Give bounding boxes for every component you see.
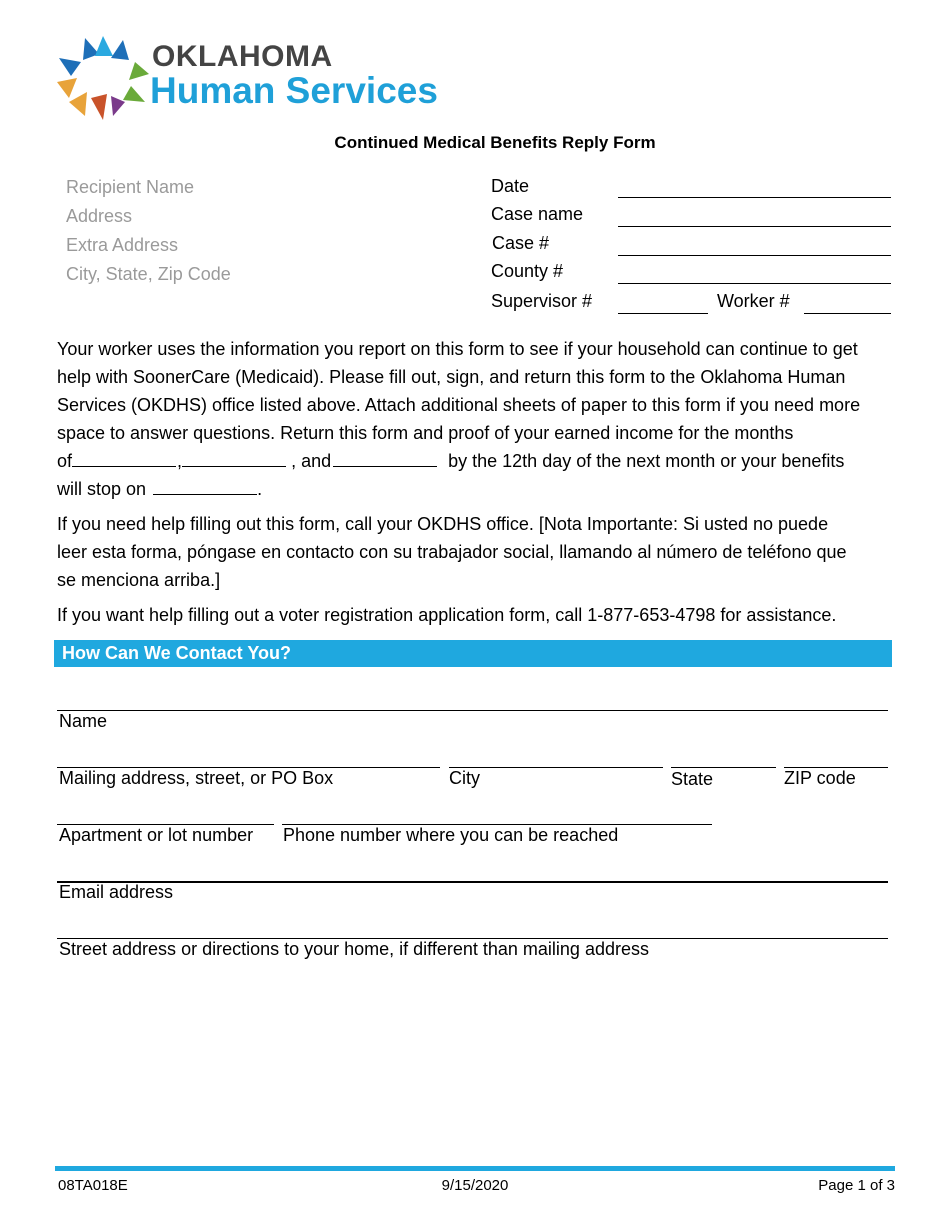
month-2-field[interactable] xyxy=(182,448,286,467)
date-field[interactable] xyxy=(618,197,891,198)
of-text: of xyxy=(57,451,73,471)
stop-date-line xyxy=(57,475,897,503)
help-line: If you need help filling out this form, call your OKDHS office. [Nota Importante: Si usted no puede xyxy=(57,514,829,534)
form-title: Continued Medical Benefits Reply Form xyxy=(334,133,656,152)
okdhs-logo-icon xyxy=(55,36,151,122)
logo-title-oklahoma: OKLAHOMA xyxy=(152,40,333,73)
instructions-months-line xyxy=(57,447,897,475)
name-field[interactable] xyxy=(57,710,888,711)
form-number: 08TA018E xyxy=(58,1177,128,1194)
supervisor-label: Supervisor # xyxy=(491,291,593,311)
stop-text: will stop on xyxy=(57,479,147,499)
section-title: How Can We Contact You? xyxy=(62,643,292,663)
email-field[interactable] xyxy=(57,881,888,883)
stop-date-field[interactable] xyxy=(153,476,257,495)
recipient-city-state-zip: City, State, Zip Code xyxy=(66,264,231,284)
zip-label: ZIP code xyxy=(784,768,856,788)
apartment-label: Apartment or lot number xyxy=(59,825,254,845)
footer-divider xyxy=(55,1166,895,1171)
and-text: , and xyxy=(291,451,332,471)
help-paragraph xyxy=(57,510,897,594)
instructions-line: space to answer questions. Return this form and proof of your earned income for the months xyxy=(57,423,794,443)
case-number-label: Case # xyxy=(492,233,550,253)
instructions-paragraph xyxy=(57,335,897,503)
name-label: Name xyxy=(59,711,108,731)
help-line: leer esta forma, póngase en contacto con su trabajador social, llamando al número de teléfono que xyxy=(57,542,847,562)
city-label: City xyxy=(449,768,480,788)
supervisor-field[interactable] xyxy=(618,313,708,314)
deadline-text: by the 12th day of the next month or your benefits xyxy=(448,451,845,471)
recipient-address: Address xyxy=(66,206,133,226)
email-label: Email address xyxy=(59,882,174,902)
instructions-line: help with SoonerCare (Medicaid). Please fill out, sign, and return this form to the Oklahoma Human xyxy=(57,367,846,387)
city-field[interactable] xyxy=(449,767,663,768)
worker-label: Worker # xyxy=(717,291,790,311)
recipient-name: Recipient Name xyxy=(66,177,195,197)
voter-registration-text: If you want help filling out a voter registration application form, call 1-877-653-4798 for assistance. xyxy=(57,605,837,625)
section-header-contact xyxy=(54,640,892,667)
period-text: . xyxy=(257,479,263,499)
month-3-field[interactable] xyxy=(333,448,437,467)
street-directions-label: Street address or directions to your home, if different than mailing address xyxy=(59,939,649,959)
date-label: Date xyxy=(491,176,530,196)
case-name-label: Case name xyxy=(491,204,584,224)
case-name-field[interactable] xyxy=(618,226,891,227)
recipient-extra-address: Extra Address xyxy=(66,235,179,255)
page-number: Page 1 of 3 xyxy=(818,1177,895,1194)
instructions-line: Services (OKDHS) office listed above. Attach additional sheets of paper to this form if you need more xyxy=(57,395,861,415)
comma-text: , xyxy=(177,451,183,471)
state-field[interactable] xyxy=(671,767,776,768)
case-number-field[interactable] xyxy=(618,255,891,256)
worker-field[interactable] xyxy=(804,313,891,314)
phone-label: Phone number where you can be reached xyxy=(283,825,619,845)
instructions-line: Your worker uses the information you report on this form to see if your household can continue to get xyxy=(57,339,858,359)
revision-date: 9/15/2020 xyxy=(441,1177,509,1194)
help-line: se menciona arriba.] xyxy=(57,570,221,590)
logo-title-human-services: Human Services xyxy=(150,70,438,111)
month-1-field[interactable] xyxy=(72,448,176,467)
county-label: County # xyxy=(491,261,564,281)
mailing-address-label: Mailing address, street, or PO Box xyxy=(59,768,334,788)
state-label: State xyxy=(671,769,714,789)
county-field[interactable] xyxy=(618,283,891,284)
